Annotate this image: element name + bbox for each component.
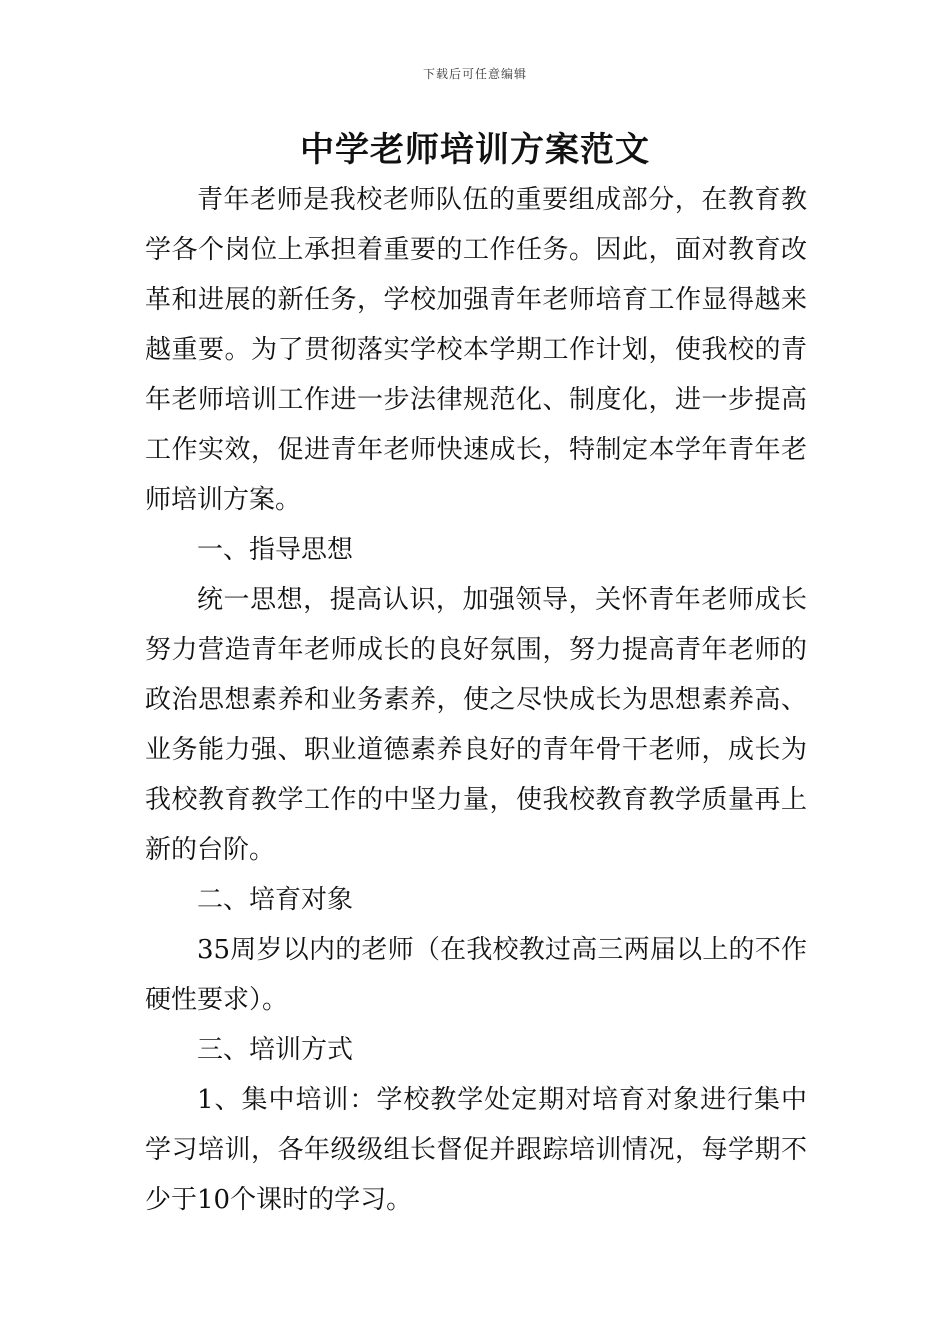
paragraph-guiding-thought: 统一思想，提高认识，加强领导，关怀青年老师成长努力营造青年老师成长的良好氛围，努力提高青年老师的政治思想素养和业务素养，使之尽快成长为思想素养高、业务能力强、职业道德素养良好的青年骨干老师，成长为我校教育教学工作的中坚力量，使我校教育教学质量再上新的台阶。 [145,585,807,865]
paragraph-training-method-1: 1、集中培训：学校教学处定期对培育对象进行集中学习培训，各年级级组长督促并跟踪培训情况，每学期不少于10个课时的学习。 [145,1085,807,1215]
paragraph-intro: 青年老师是我校老师队伍的重要组成部分，在教育教学各个岗位上承担着重要的工作任务。因此，面对教育改革和进展的新任务，学校加强青年老师培育工作显得越来越重要。为了贯彻落实学校本学期工作计划，使我校的青年老师培训工作进一步法律规范化、制度化，进一步提高工作实效，促进青年老师快速成长，特制定本学年青年老师培训方案。 [145,185,807,515]
document-title: 中学老师培训方案范文 [300,130,650,170]
paragraph-training-target: 35周岁以内的老师（在我校教过高三两届以上的不作硬性要求）。 [145,935,807,1015]
section-heading-training-method: 三、培训方式 [197,1035,354,1065]
header-note: 下载后可任意编辑 [422,67,527,81]
document-body [145,175,807,1225]
section-heading-guiding-thought: 一、指导思想 [197,535,354,565]
section-heading-training-target: 二、培育对象 [197,885,354,915]
